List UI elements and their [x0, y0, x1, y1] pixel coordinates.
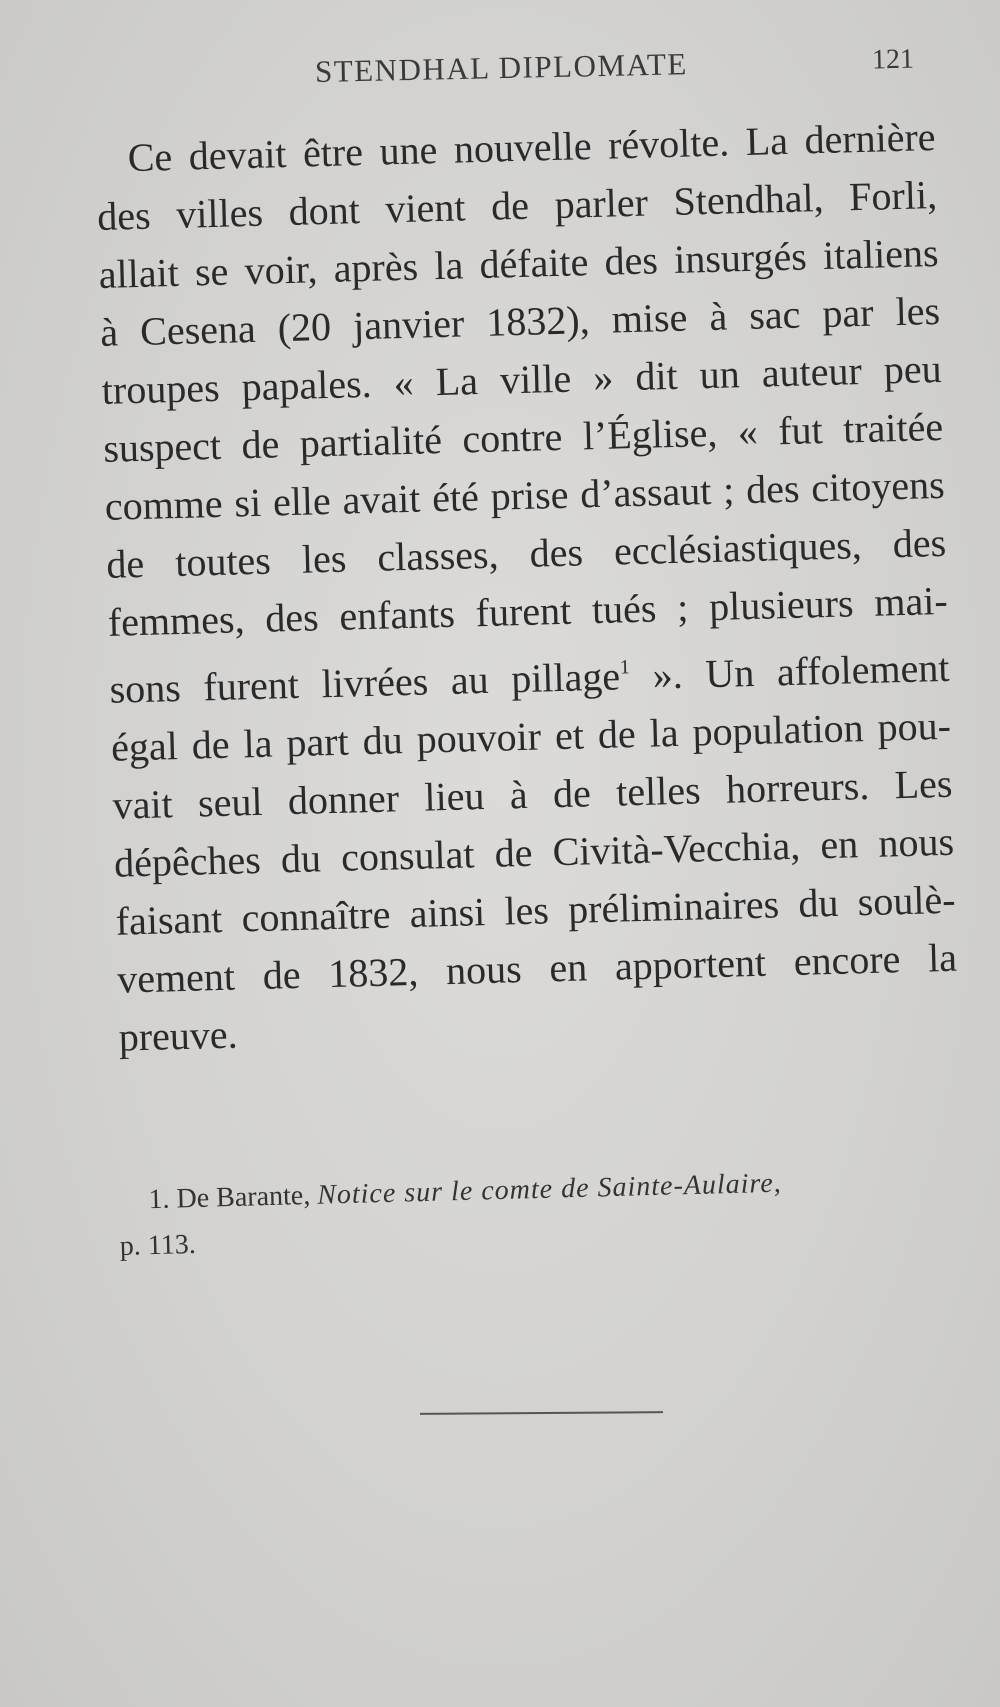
text-line: vait seul donner lieu à de telles horreurs. Les — [112, 760, 953, 828]
text-line: Ce devait être une nouvelle révolte. La dernière — [127, 114, 937, 181]
text-line: égal de la part du pouvoir et de la population pou- — [110, 702, 952, 770]
footnote — [118, 1157, 940, 1270]
text-line: de toutes les classes, des ecclésiastiques, des — [105, 519, 947, 587]
footnote-number: 1. — [148, 1183, 170, 1216]
text-line: vement de 1832, nous en apportent encore la — [116, 934, 958, 1002]
running-title: STENDHAL DIPLOMATE — [314, 46, 689, 89]
text-line: femmes, des enfants furent tués ; plusieurs mai- — [107, 577, 949, 645]
footnote-title: Notice sur le comte de Sainte-Aulaire, — [316, 1167, 783, 1211]
text-line: des villes dont vient de parler Stendhal, Forli, — [96, 171, 938, 239]
footnote-reference: 1 — [619, 656, 631, 679]
body-paragraph — [95, 108, 959, 1067]
text-line: à Cesena (20 janvier 1832), mise à sac par les — [99, 287, 941, 355]
text-fragment: ». Un affolement — [629, 644, 950, 699]
page-end-rule — [420, 1411, 663, 1415]
page-number: 121 — [871, 43, 915, 76]
text-line: allait se voir, après la défaite des insurgés italiens — [98, 229, 940, 297]
text-line: comme si elle avait été prise d’assaut ; des citoyens — [104, 461, 946, 529]
text-line: dépêches du consulat de Cività-Vecchia, en nous — [113, 818, 955, 886]
footnote-author: De Barante, — [176, 1179, 311, 1215]
text-line: troupes papales. « La ville » dit un auteur peu — [101, 345, 943, 413]
text-line: preuve. — [118, 1011, 239, 1060]
text-line: suspect de partialité contre l’Église, « fut traitée — [102, 403, 944, 471]
text-line: faisant connaître ainsi les préliminaires du soulè- — [115, 876, 957, 944]
text-fragment: sons furent livrées au pillage — [109, 653, 621, 712]
footnote-pages: p. 113. — [119, 1228, 197, 1262]
